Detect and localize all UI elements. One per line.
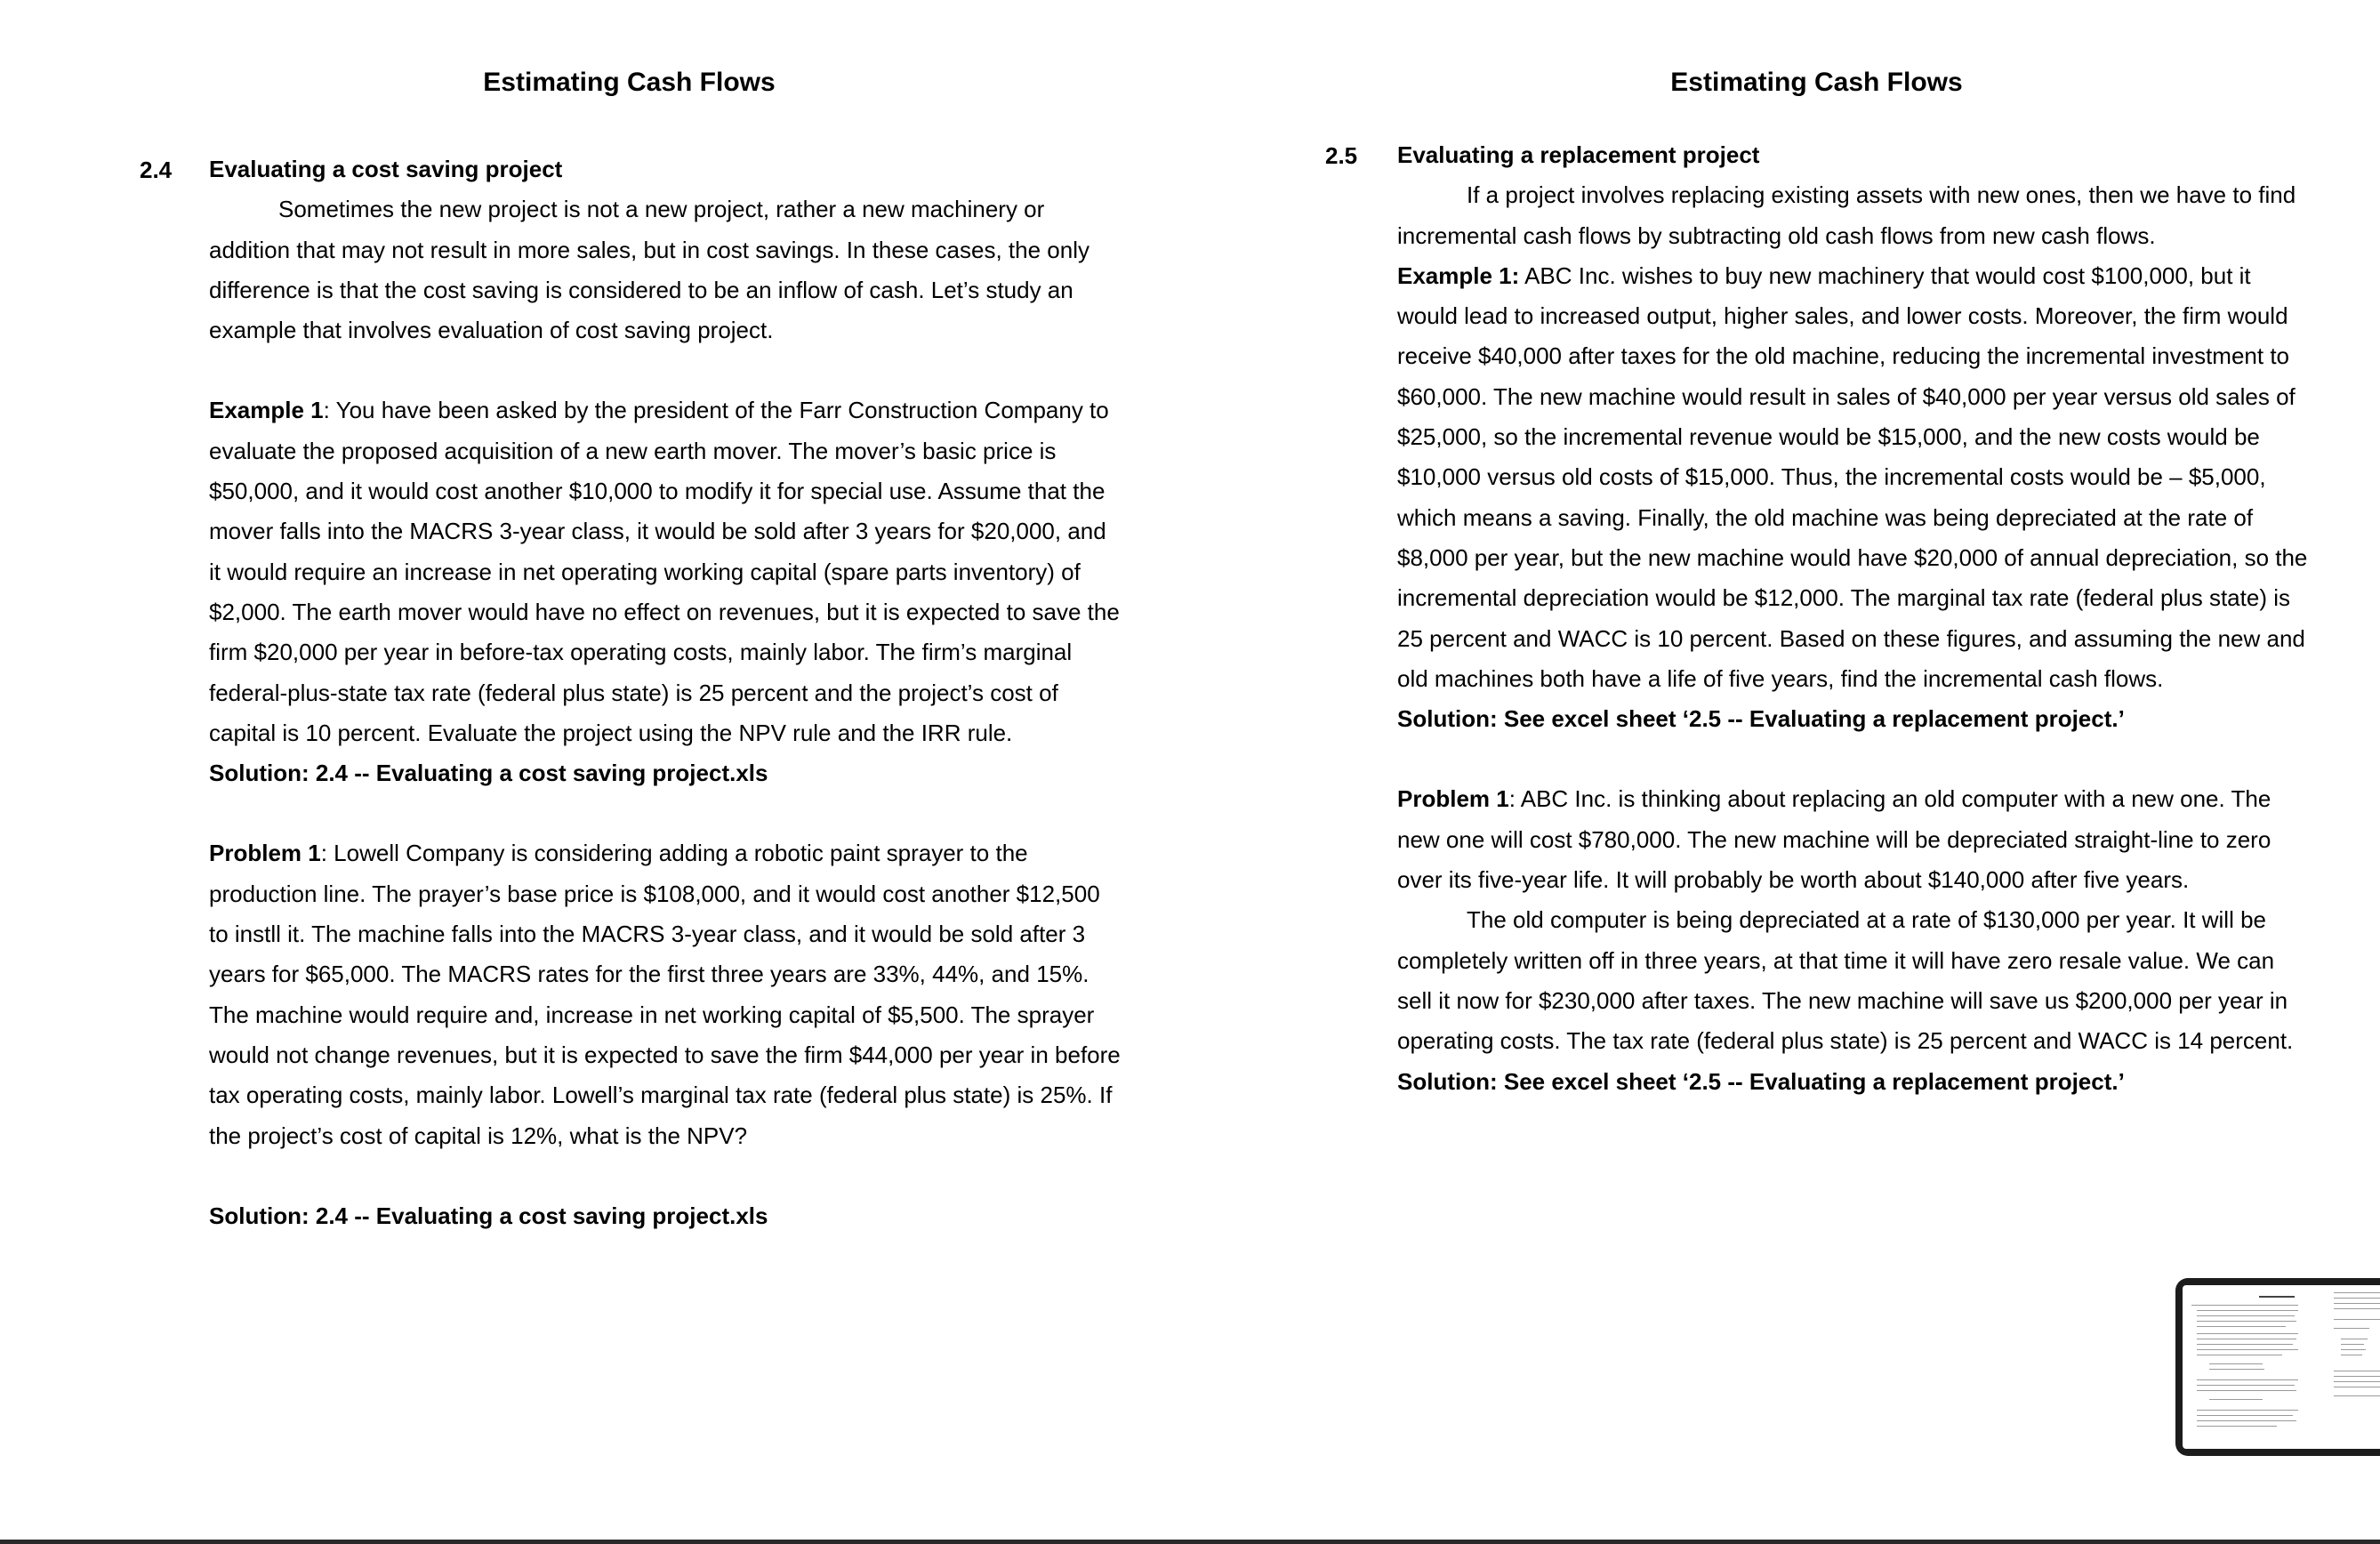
solution-1-text: : 2.4 -- Evaluating a cost saving project.xls: [301, 760, 768, 787]
thumbnail-line: [2197, 1420, 2296, 1421]
thumbnail-line: [2197, 1349, 2298, 1350]
thumbnail-line: [2334, 1395, 2380, 1396]
example-1-paragraph: [1397, 256, 2309, 699]
thumbnail-line: [2197, 1315, 2295, 1316]
thumbnail-line: [2197, 1390, 2296, 1391]
example-1-paragraph: [209, 390, 1121, 753]
solution-2-line: [209, 1196, 1121, 1236]
right-page-title: Estimating Cash Flows: [1670, 68, 1963, 97]
page-thumbnail-preview[interactable]: [2175, 1278, 2380, 1456]
example-1-text: ABC Inc. wishes to buy new machinery that would cost $100,000, but it would lead to increased output, higher sales, and lower costs. Moreover, the firm would receive $40,000 after taxes for the old machine, reducing the incremental investment to $60,000. The new machine would result in sales of $40,000 per year versus old sales of $25,000, so the incremental revenue would be $15,000, and the new costs would be $10,000 versus old costs of $15,000. Thus, the incremental costs would be – $5,000, which means a saving. Finally, the old machine was being depreciated at the rate of $8,000 per year, but the new machine would have $20,000 of annual depreciation, so the incremental depreciation would be $12,000. The marginal tax rate (federal plus state) is 25 percent and WACC is 10 percent. Based on these figures, and assuming the new and old machines both have a life of five years, find the incremental cash flows.: [1397, 261, 2308, 692]
window-bottom-border: [0, 1540, 2380, 1544]
thumbnail-line: [2334, 1308, 2380, 1309]
thumbnail-line: [2334, 1328, 2369, 1329]
intro-paragraph: If a project involves replacing existing assets with new ones, then we have to find incremental cash flows by subtracting old cash flows from new cash flows.: [1397, 181, 2296, 249]
section-title-2-5: Evaluating a replacement project: [1397, 141, 1760, 168]
thumbnail-line: [2197, 1344, 2293, 1345]
problem-1-paragraph: [209, 833, 1121, 1155]
thumbnail-page: [2183, 1285, 2380, 1449]
problem-1-text: : ABC Inc. is thinking about replacing an old computer with a new one. The new one will cost $780,000. The new machine will be depreciated straight-line to zero over its five-year life. It will probably be worth about $140,000 after five years.: [1397, 785, 2271, 894]
intro-paragraph: Sometimes the new project is not a new project, rather a new machinery or addition that may not result in more sales, but in cost savings. In these cases, the only difference is that the cost saving is considered to be an inflow of cash. Let’s study an example that involves evaluation of cost saving project.: [209, 196, 1089, 344]
thumbnail-line: [2209, 1399, 2263, 1400]
thumbnail-line: [2341, 1349, 2366, 1350]
thumbnail-line: [2209, 1363, 2263, 1364]
example-1-label: Example 1: [209, 397, 324, 424]
problem-1-label: Problem 1: [209, 840, 321, 867]
section-title-2-4: Evaluating a cost saving project: [209, 156, 563, 182]
solution-1-line: Solution: See excel sheet ‘2.5 -- Evaluating a replacement project.’: [1397, 705, 2125, 733]
thumbnail-line: [2197, 1379, 2298, 1380]
thumbnail-line: [2334, 1292, 2380, 1293]
thumbnail-line: [2334, 1298, 2380, 1299]
thumbnail-line: [2334, 1319, 2380, 1320]
thumbnail-line: [2334, 1303, 2380, 1304]
solution-2-label: Solution: [209, 1202, 302, 1229]
thumbnail-line: [2334, 1381, 2380, 1382]
solution-1-line: [209, 753, 1121, 793]
left-page-title: Estimating Cash Flows: [483, 68, 776, 97]
thumbnail-line: [2197, 1326, 2286, 1327]
thumbnail-line: [2191, 1305, 2298, 1306]
thumbnail-line: [2197, 1410, 2298, 1411]
problem-1-paragraph: [1397, 779, 2309, 900]
solution-2-text: : 2.4 -- Evaluating a cost saving project.xls: [301, 1202, 768, 1229]
thumbnail-line: [2334, 1376, 2380, 1377]
problem-1-paragraph-2: The old computer is being depreciated at a rate of $130,000 per year. It will be completely written off in three years, at that time it will have zero resale value. We can sell it now for $230,000 after taxes. The new machine will save us $200,000 per year in operating costs. The tax rate (federal plus state) is 25 percent and WACC is 14 percent.: [1397, 906, 2294, 1055]
solution-2-line: Solution: See excel sheet ‘2.5 -- Evaluating a replacement project.’: [1397, 1067, 2125, 1095]
right-page-body: [1397, 135, 2309, 1102]
example-1-text: : You have been asked by the president of the Farr Construction Company to evaluate the proposed acquisition of a new earth mover. The mover’s basic price is $50,000, and it would cost another $10,000 to modify it for special use. Assume that the mover falls into the MACRS 3-year class, it would be sold after 3 years for $20,000, and it would require an increase in net operating working capital (spare parts inventory) of $2,000. The earth mover would have no effect on revenues, but it is expected to save the firm $20,000 per year in before-tax operating costs, mainly labor. The firm’s marginal federal-plus-state tax rate (federal plus state) is 25 percent and the project’s cost of capital is 10 percent. Evaluate the project using the NPV rule and the IRR rule.: [209, 397, 1120, 746]
thumbnail-line: [2259, 1296, 2295, 1298]
thumbnail-line: [2197, 1426, 2277, 1427]
thumbnail-line: [2197, 1385, 2295, 1386]
example-1-label: Example 1:: [1397, 261, 1520, 289]
section-number-2-4: 2.4: [140, 157, 173, 183]
section-number-2-5: 2.5: [1325, 142, 1358, 169]
thumbnail-line: [2341, 1344, 2364, 1345]
thumbnail-line: [2197, 1415, 2293, 1416]
problem-1-label: Problem 1: [1397, 785, 1509, 813]
thumbnail-line: [2197, 1333, 2298, 1334]
solution-1-label: Solution: [209, 760, 302, 787]
thumbnail-line: [2197, 1310, 2298, 1311]
thumbnail-line: [2209, 1369, 2264, 1370]
problem-1-text: : Lowell Company is considering adding a robotic paint sprayer to the production line. The prayer’s base price is $108,000, and it would cost another $12,500 to instll it. The machine falls into the MACRS 3-year class, and it would be sold after 3 years for $65,000. The MACRS rates for the first three years are 33%, 44%, and 15%. The machine would require and, increase in net working capital of $5,500. The sprayer would not change revenues, but it is expected to save the firm $44,000 per year in before tax operating costs, mainly labor. Lowell’s marginal tax rate (federal plus state) is 25%. If the project’s cost of capital is 12%, what is the NPV?: [209, 840, 1121, 1149]
thumbnail-line: [2197, 1321, 2296, 1322]
left-page-body: [209, 149, 1121, 1236]
